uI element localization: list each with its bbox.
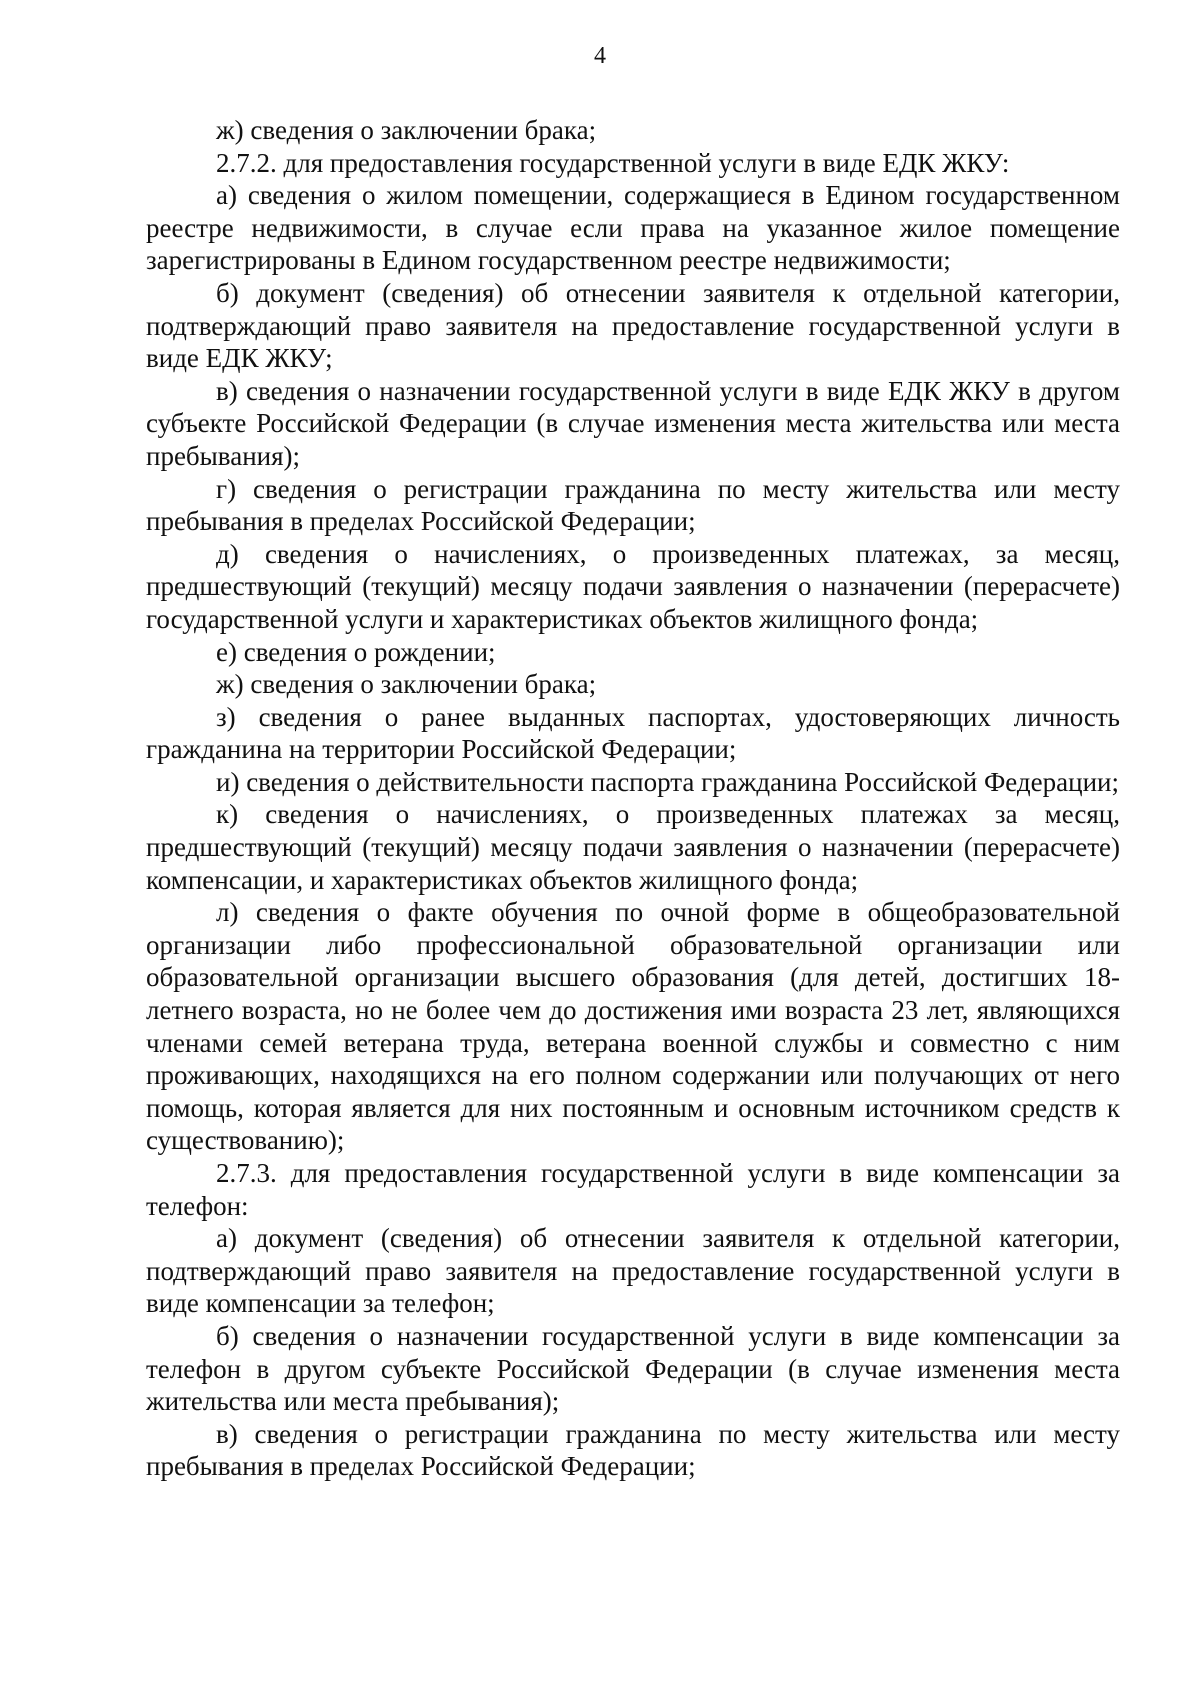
paragraph-zh-marriage: ж) сведения о заключении брака; <box>216 115 597 145</box>
paragraph-i-passport-validity: и) сведения о действительности паспорта гражданина Российской Федерации; <box>216 766 1119 797</box>
document-body <box>146 114 1120 1483</box>
section-2-7-3-heading: 2.7.3. для предоставления государственной услуги в виде компенсации за телефон: <box>146 1158 1120 1221</box>
paragraph-a-phone-category-document: а) документ (сведения) об отнесении заявителя к отдельной категории, подтверждающий право заявителя на предоставление государственной услуги в виде компенсации за телефон; <box>146 1223 1120 1319</box>
paragraph-k-charges-compensation: к) сведения о начислениях, о произведенных платежах за месяц, предшествующий (текущий) месяцу подачи заявления о назначении (перерасчете) компенсации, и характеристиках объектов жилищного фонда; <box>146 799 1120 895</box>
paragraph-l-education: л) сведения о факте обучения по очной форме в общеобразовательной организации либо профессиональной образовательной организации или образовательной организации высшего образования (для детей, достигших 18-летнего возраста, но не более чем до достижения ими возраста 23 лет, являющихся членами семей ветерана труда, ветерана военной службы и совместно с ним проживающих, находящихся на его полном содержании или получающих от него помощь, которая является для них постоянным и основным источником средств к существованию); <box>146 897 1120 1156</box>
paragraph-z-passports: з) сведения о ранее выданных паспортах, удостоверяющих личность гражданина на территории Российской Федерации; <box>146 701 1120 765</box>
paragraph-g-registration: г) сведения о регистрации гражданина по месту жительства или месту пребывания в пределах Российской Федерации; <box>146 473 1120 537</box>
paragraph-d-charges: д) сведения о начислениях, о произведенных платежах, за месяц, предшествующий (текущий) месяцу подачи заявления о назначении (перерасчете) государственной услуги и характеристиках объектов жилищного фонда; <box>146 538 1120 634</box>
page-number: 4 <box>594 43 606 69</box>
paragraph-zh-marriage-2: ж) сведения о заключении брака; <box>216 669 597 700</box>
paragraph-v-other-region: в) сведения о назначении государственной услуги в виде ЕДК ЖКУ в другом субъекте Российской Федерации (в случае изменения места жительства или места пребывания); <box>146 375 1120 471</box>
paragraph-b-phone-other-region: б) сведения о назначении государственной услуги в виде компенсации за телефон в другом субъекте Российской Федерации (в случае изменения места жительства или места пребывания); <box>146 1320 1120 1417</box>
section-2-7-2-heading: 2.7.2. для предоставления государственной услуги в виде ЕДК ЖКУ: <box>216 147 1010 178</box>
paragraph-v-phone-registration: в) сведения о регистрации гражданина по месту жительства или месту пребывания в пределах Российской Федерации; <box>146 1418 1120 1482</box>
paragraph-a-real-estate: а) сведения о жилом помещении, содержащиеся в Едином государственном реестре недвижимости, в случае если права на указанное жилое помещение зарегистрированы в Едином государственном реестре недвижимости; <box>146 180 1120 276</box>
paragraph-e-birth: е) сведения о рождении; <box>216 636 496 667</box>
paragraph-b-category-document: б) документ (сведения) об отнесении заявителя к отдельной категории, подтверждающий право заявителя на предоставление государственной услуги в виде ЕДК ЖКУ; <box>146 277 1120 374</box>
